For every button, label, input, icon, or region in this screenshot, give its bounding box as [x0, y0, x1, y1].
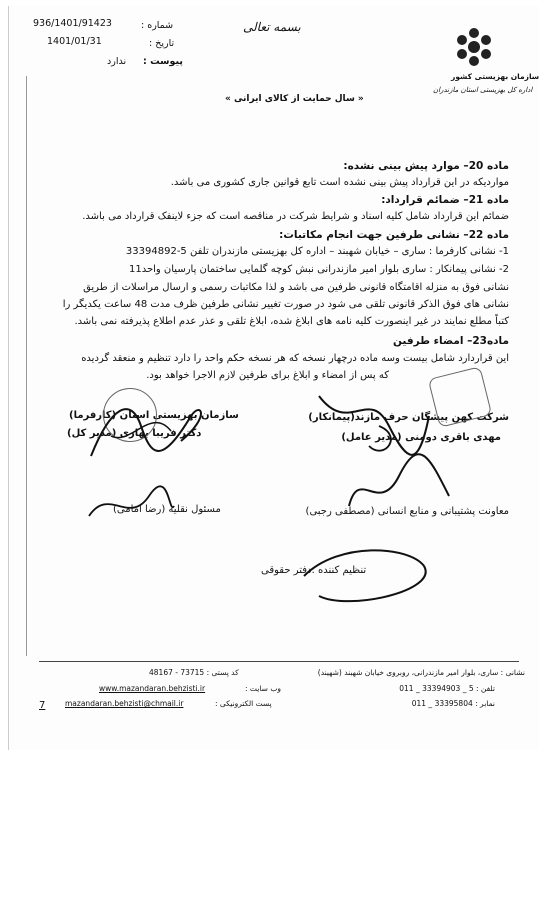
article-20-heading: ماده 20– موارد پیش بینی نشده:: [343, 160, 509, 172]
page-number: 7: [39, 700, 46, 711]
article-22-heading: ماده 22– نشانی طرفین جهت انجام مکاتبات:: [279, 229, 509, 241]
letter-date-value: 1401/01/31: [47, 36, 102, 47]
contractor-name: مهدی باقری دومنی (مدیر عامل): [341, 432, 501, 443]
article-22-line-1: 1- نشانی کارفرما : ساری – خیابان شهبند – اداره کل بهزیستی مازندران تلفن 5-33394892: [125, 246, 509, 257]
article-22-line-3: نشانی فوق به منزله اقامتگاه قانونی طرفین می باشد و لذا مکاتبات رسمی و ارسال مراسلات از طریق: [83, 282, 509, 293]
org-name-line1: سازمان بهزیستی کشور: [451, 72, 540, 81]
footer-website-label: وب سایت :: [245, 684, 281, 693]
legal-office-signature: [289, 536, 439, 616]
footer-email-label: پست الکترونیکی :: [215, 699, 272, 708]
footer-email[interactable]: mazandaran.behzisti@chmail.ir: [65, 699, 184, 708]
employer-signature: [71, 386, 221, 476]
article-23-line-2: که پس از امضاء و ابلاغ برای طرفین لازم الاجرا خواهد بود.: [146, 370, 389, 381]
footer-website[interactable]: www.mazandaran.behzisti.ir: [99, 684, 206, 693]
year-slogan: « سال حمایت از کالای ایرانی »: [225, 94, 364, 104]
footer-postal-code: کد پستی : 73715 - 48167: [149, 668, 239, 677]
deputy-support: معاونت پشتیبانی و منابع انسانی (مصطفی رجبی): [305, 506, 509, 517]
article-22-line-2: 2- نشانی پیمانکار : ساری بلوار امیر مازندرانی نبش کوچه گلمایی ساختمان پارسیان واحد11: [128, 264, 509, 275]
employer-title: سازمان بهزیستی استان (کارفرما): [69, 410, 239, 421]
article-22-line-5: کتباً مطلع نمایند در غیر اینصورت کلیه نامه های ابلاغ شده، ابلاغ تلقی و عذر عدم اطلاع پذیرفته نمی باشد.: [74, 316, 509, 327]
footer-fax: نمابر : 33395804 _ 011: [411, 699, 495, 708]
footer-address: نشانی : ساری، بلوار امیر مازندرانی، روبروی خیابان شهبند (شهیند): [317, 668, 525, 677]
contractor-title: شرکت کهن پیشگان حرف مازند(پیمانکار): [308, 412, 509, 423]
article-22-line-4: نشانی های فوق الذکر قانونی تلقی می شود در صورت تغییر نشانی طرفین ظرف مدت 48 ساعت یکدیگر را: [62, 299, 509, 310]
footer-phone: تلفن : 5 _ 33394903 _ 011: [399, 684, 495, 693]
document-page: [8, 6, 539, 750]
transport-officer: مسئول نقلیه (رضا امامی): [113, 504, 221, 515]
letter-number-value: 936/1401/91423: [33, 18, 112, 29]
organization-logo: [453, 26, 495, 68]
left-margin-line: [26, 76, 27, 656]
attachment-value: ندارد: [107, 56, 127, 67]
transport-signature: [79, 476, 179, 536]
article-21-heading: ماده 21– ضمائم قرارداد:: [381, 194, 509, 206]
org-name-line2: اداره کل بهزیستی استان مازندران: [433, 86, 533, 94]
article-20-text: مواردیکه در این قرارداد پیش بینی نشده است تابع قوانین جاری کشوری می باشد.: [170, 177, 509, 188]
article-21-text: ضمائم این قرارداد شامل کلیه اسناد و شرایط شرکت در مناقصه است که جزء لاینفک قرارداد می باشد.: [82, 211, 509, 222]
deputy-signature: [329, 446, 469, 526]
employer-name: دکتر فریبا بهاری (مدیر کل): [67, 428, 202, 439]
attachment-label: پیوست :: [143, 56, 183, 67]
letter-number-label: شماره :: [141, 20, 174, 31]
basmala: بسمه تعالی: [243, 20, 301, 34]
letter-date-label: تاریخ :: [149, 38, 175, 49]
article-23-line-1: این قراردارد شامل بیست وسه ماده درچهار نسخه که هر نسخه حکم واحد را دارد تنظیم و منعقد گردیده: [81, 353, 509, 364]
prepared-by: تنظیم کننده :دفتر حقوقی: [261, 565, 367, 576]
article-23-heading: ماده23– امضاء طرفین: [392, 335, 509, 347]
footer-separator: [39, 661, 519, 662]
